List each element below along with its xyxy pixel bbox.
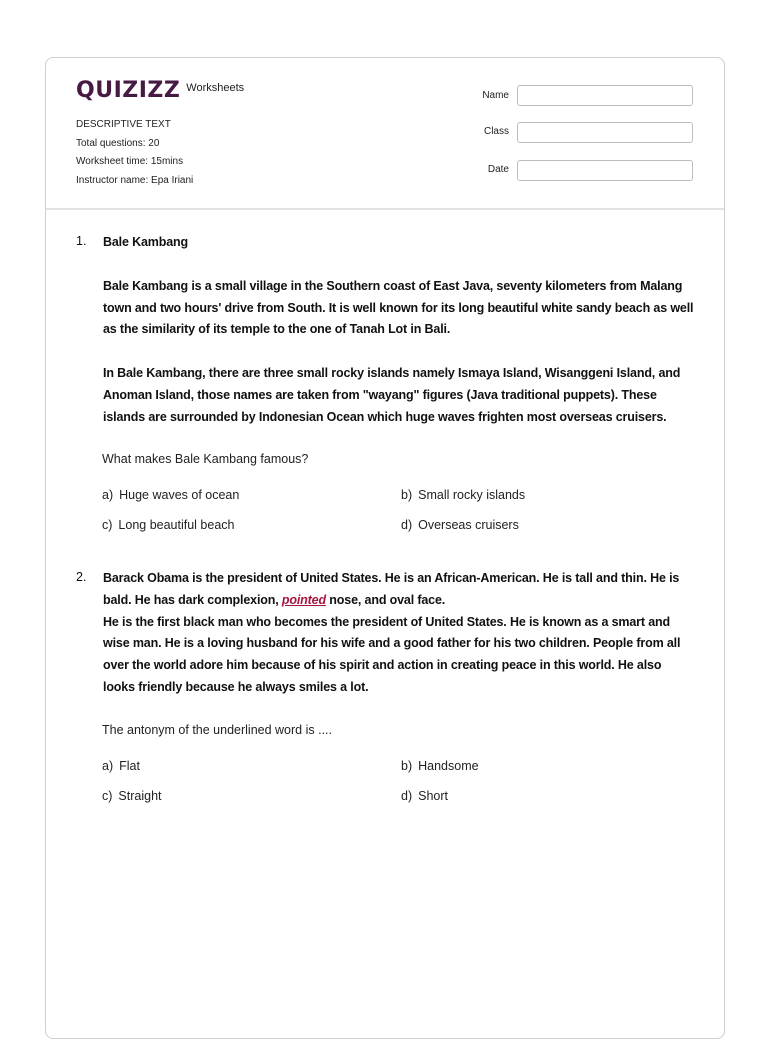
option-d[interactable] [401,789,448,803]
option-a[interactable] [102,488,239,502]
passage-paragraph: Bale Kambang is a small village in the Southern coast of East Java, seventy kilometers from Malang town and two hours' drive from South. It is well known for its long beautiful white sandy beach as well as the similarity of its temple to the one of Tanah Lot in Bali. [103,278,694,337]
option-text: Huge waves of ocean [119,488,240,502]
question-prompt: The antonym of the underlined word is .... [102,723,332,737]
option-b[interactable] [401,488,525,502]
instructor-name: Instructor name: Epa Iriani [76,174,194,186]
option-c[interactable] [102,789,162,803]
question-passage [103,232,695,429]
option-letter: b) [401,488,413,502]
brand [76,80,244,102]
class-field[interactable] [517,122,693,143]
brand-subtitle: Worksheets [186,82,245,94]
option-text: Small rocky islands [418,488,526,502]
option-text: Overseas cruisers [418,518,519,532]
passage-text: Barack Obama is the president of United States. He is an African-American. He is tall and thin. He is bald. He has dark complexion, [103,571,680,607]
question-passage [103,568,695,699]
option-a[interactable] [102,759,140,773]
worksheet-title: DESCRIPTIVE TEXT [76,119,171,130]
option-letter: a) [102,759,114,773]
total-questions: Total questions: 20 [76,137,160,149]
worksheet-header [46,58,724,210]
worksheet-time: Worksheet time: 15mins [76,156,184,167]
option-d[interactable] [401,518,519,532]
name-label: Name [482,90,509,101]
option-letter: a) [102,488,114,502]
passage-text: nose, and oval face. [325,592,446,607]
worksheet-page [45,57,725,1039]
option-letter: c) [102,789,113,803]
worksheet-meta [76,116,193,190]
option-text: Short [418,789,449,803]
class-label: Class [483,126,509,137]
option-b[interactable] [401,759,479,773]
option-text: Flat [119,759,140,773]
question-prompt: What makes Bale Kambang famous? [102,452,309,466]
option-letter: d) [401,789,413,803]
option-letter: b) [401,759,413,773]
option-text: Long beautiful beach [118,518,235,532]
name-field[interactable] [517,85,693,106]
option-letter: d) [401,518,413,532]
quizizz-logo: QUIZIZZ [76,78,181,103]
option-c[interactable] [102,518,235,532]
option-text: Straight [118,789,162,803]
date-field[interactable] [517,160,693,181]
passage-paragraph [103,568,695,612]
question-number: 1. [76,234,87,248]
passage-paragraph: In Bale Kambang, there are three small rocky islands namely Ismaya Island, Wisanggeni Island, and Anoman Island, those names are taken from "wayang" figures (Java traditional puppets). These islands are surrounded by Indonesian Ocean which huge waves frighten most overseas cruisers. [103,366,681,424]
date-label: Date [487,164,509,175]
option-letter: c) [102,518,113,532]
underlined-word: pointed [281,592,326,607]
passage-paragraph: He is the first black man who becomes the president of United States. He is known as a smart and wise man. He is a loving husband for his wife and a good father for his two children. People from all over the world adore him because of his spirit and action in creating peace in this world. He also looks friendly because he always smiles a lot. [103,614,681,694]
passage-title: Bale Kambang [103,235,189,249]
option-text: Handsome [418,759,479,773]
question-number: 2. [76,570,87,584]
